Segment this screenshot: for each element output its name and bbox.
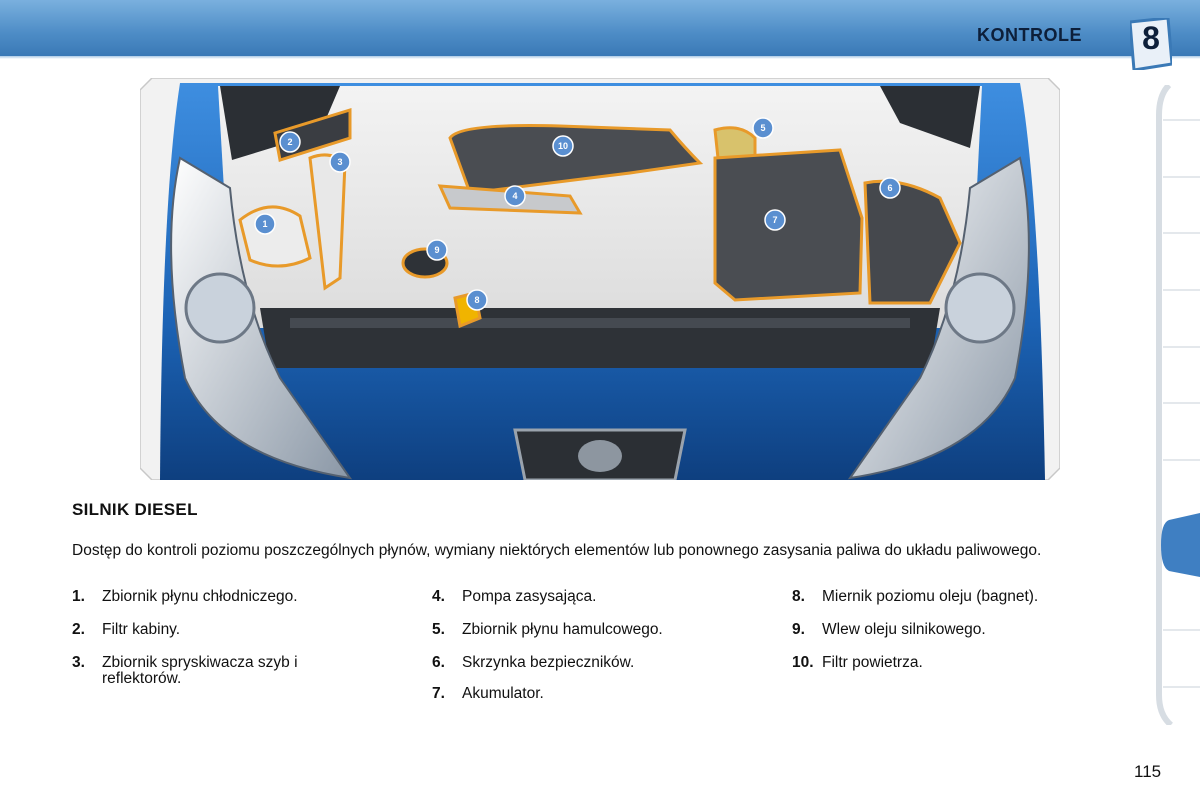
item-number: 8. [792,588,805,605]
item-text: Zbiornik spryskiwacza szyb i reflektorów. [102,654,298,687]
item-text: Skrzynka bezpieczników. [462,654,635,671]
item-text: Pompa zasysająca. [462,588,597,605]
intro-paragraph: Dostęp do kontroli poziomu poszczególnych płynów, wymiany niektórych elementów lub ponownego zasysania paliwa do układu paliwowego. [72,542,1042,559]
item-text: Miernik poziomu oleju (bagnet). [822,588,1039,605]
item-text: Akumulator. [462,685,544,702]
active-chapter-marker [1161,513,1200,577]
item-text: Wlew oleju silnikowego. [822,621,986,638]
callout-9: 9 [434,245,440,255]
item-number: 5. [432,621,445,638]
page-number: 115 [1134,762,1162,781]
callout-7: 7 [772,215,778,225]
callout-4: 4 [512,191,518,201]
item-text: Zbiornik płynu chłodniczego. [102,588,298,605]
item-number: 10. [792,654,814,671]
item-number: 6. [432,654,445,671]
engine-bay-illustration [140,78,1060,480]
item-number: 1. [72,588,85,605]
item-number: 9. [792,621,805,638]
callout-10: 10 [557,141,569,151]
front-crossmember [260,308,940,368]
item-number: 4. [432,588,445,605]
item-text: Filtr kabiny. [102,621,181,638]
callout-5: 5 [760,123,766,133]
callout-8: 8 [474,295,480,305]
callout-1: 1 [262,219,268,229]
callout-6: 6 [887,183,893,193]
item-number: 2. [72,621,85,638]
item-text: Zbiornik płynu hamulcowego. [462,621,663,638]
section-heading: SILNIK DIESEL [72,500,198,519]
chapter-number: 8 [1142,20,1160,56]
callout-3: 3 [337,157,343,167]
section-title: KONTROLE [977,25,1082,45]
chapter-rail [1155,85,1200,725]
item-number: 7. [432,685,445,702]
item-text: Filtr powietrza. [822,654,923,671]
callout-2: 2 [287,137,293,147]
item-number: 3. [72,654,85,671]
